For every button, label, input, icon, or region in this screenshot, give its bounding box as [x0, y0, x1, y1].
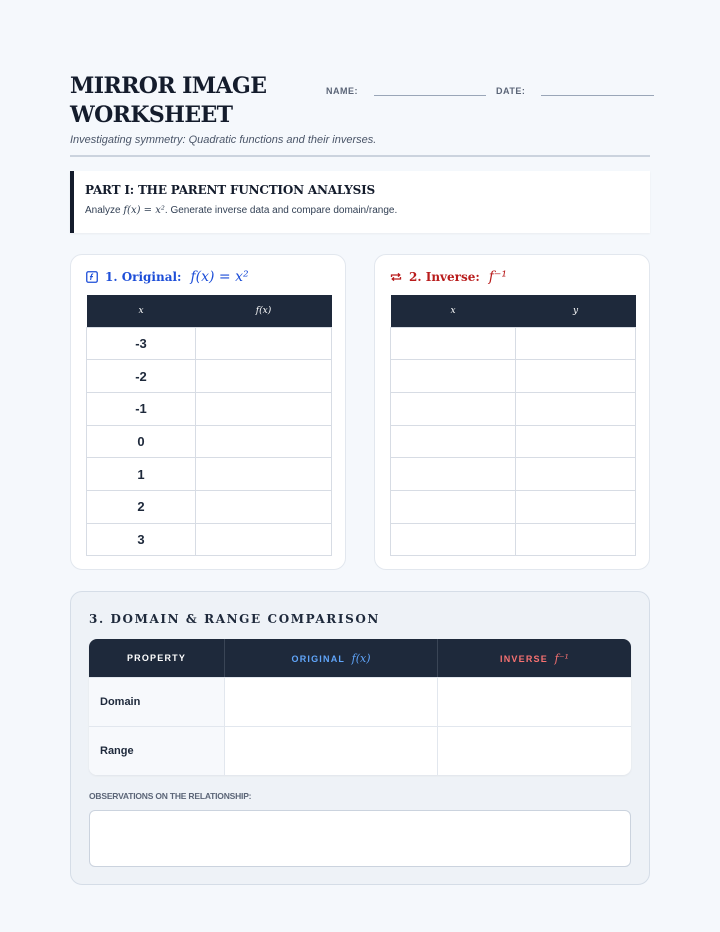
original-header-label: ORIGINAL: [291, 653, 345, 664]
y-blank[interactable]: [516, 425, 636, 458]
x-value: 1: [87, 458, 196, 491]
worksheet-subtitle: Investigating symmetry: Quadratic functions and their inverses.: [70, 134, 377, 146]
table-row: [87, 523, 332, 556]
table-row: [87, 392, 332, 425]
table-row: [89, 677, 631, 726]
worksheet-header: [70, 72, 650, 130]
property-header: [89, 639, 224, 677]
name-label: NAME:: [326, 86, 358, 96]
original-header: [224, 639, 437, 677]
original-header-fx: f(x): [196, 295, 332, 327]
x-blank[interactable]: [391, 327, 516, 360]
swap-arrows-icon: [390, 271, 402, 283]
x-value: 3: [87, 523, 196, 556]
table-row: [87, 490, 332, 523]
inverse-header: [437, 639, 631, 677]
y-blank[interactable]: [516, 392, 636, 425]
original-function-card: [70, 254, 346, 570]
fx-blank[interactable]: [196, 425, 332, 458]
comparison-table: [89, 639, 631, 775]
x-blank[interactable]: [391, 392, 516, 425]
inverse-card-math: f⁻¹: [488, 269, 507, 285]
inverse-header-label: INVERSE: [500, 653, 548, 664]
table-row: [391, 327, 636, 360]
original-card-label: 1. Original:: [105, 270, 182, 284]
table-row: [391, 392, 636, 425]
name-field: [326, 84, 486, 96]
observations-box[interactable]: [89, 810, 631, 867]
table-row: [391, 523, 636, 556]
domain-label: Domain: [89, 677, 224, 726]
instruction-suffix: . Generate inverse data and compare domain/range.: [164, 205, 398, 216]
x-blank[interactable]: [391, 490, 516, 523]
domain-range-section: [70, 591, 650, 885]
y-blank[interactable]: [516, 360, 636, 393]
table-row: [87, 360, 332, 393]
fx-blank[interactable]: [196, 458, 332, 491]
instruction-prefix: Analyze: [85, 205, 121, 216]
inverse-header-y: y: [516, 295, 636, 327]
table-row: [89, 726, 631, 775]
original-range-blank[interactable]: [224, 726, 437, 775]
fx-blank[interactable]: [196, 327, 332, 360]
fx-blank[interactable]: [196, 490, 332, 523]
original-header-x: x: [87, 295, 196, 327]
x-blank[interactable]: [391, 425, 516, 458]
original-header-math: f(x): [351, 651, 371, 665]
inverse-range-blank[interactable]: [437, 726, 631, 775]
table-row: [391, 360, 636, 393]
table-row: [87, 425, 332, 458]
date-label: DATE:: [496, 86, 526, 96]
x-value: -3: [87, 327, 196, 360]
header-divider: [70, 155, 650, 157]
y-blank[interactable]: [516, 523, 636, 556]
x-value: 2: [87, 490, 196, 523]
original-card-title: [86, 269, 249, 285]
inverse-function-card: [374, 254, 650, 570]
part-one-box: [70, 171, 650, 233]
x-value: -1: [87, 392, 196, 425]
part-one-instruction: [85, 205, 650, 216]
table-row: [87, 327, 332, 360]
x-value: 0: [87, 425, 196, 458]
function-icon: [86, 271, 98, 283]
x-blank[interactable]: [391, 523, 516, 556]
x-blank[interactable]: [391, 360, 516, 393]
inverse-card-label: 2. Inverse:: [409, 270, 480, 284]
part-one-title: PART I: THE PARENT FUNCTION ANALYSIS: [85, 183, 376, 197]
inverse-card-title: [390, 269, 507, 285]
fx-blank[interactable]: [196, 523, 332, 556]
table-row: [391, 425, 636, 458]
original-domain-blank[interactable]: [224, 677, 437, 726]
worksheet-title: MIRROR IMAGE WORKSHEET: [70, 73, 267, 128]
inverse-table: [390, 295, 636, 556]
table-row: [391, 490, 636, 523]
original-card-math: f(x) = x²: [190, 269, 249, 285]
x-blank[interactable]: [391, 458, 516, 491]
y-blank[interactable]: [516, 458, 636, 491]
fx-blank[interactable]: [196, 392, 332, 425]
table-row: [391, 458, 636, 491]
y-blank[interactable]: [516, 490, 636, 523]
property-header-label: PROPERTY: [126, 653, 187, 663]
original-table: [86, 295, 332, 556]
date-field: [496, 84, 654, 96]
fx-blank[interactable]: [196, 360, 332, 393]
range-label: Range: [89, 726, 224, 775]
x-value: -2: [87, 360, 196, 393]
name-blank[interactable]: [374, 84, 486, 96]
y-blank[interactable]: [516, 327, 636, 360]
instruction-function: f(x) = x²: [123, 205, 165, 216]
observations-label: OBSERVATIONS ON THE RELATIONSHIP:: [89, 791, 252, 801]
table-row: [87, 458, 332, 491]
inverse-header-x: x: [391, 295, 516, 327]
comparison-title: 3. DOMAIN & RANGE COMPARISON: [89, 612, 380, 626]
date-blank[interactable]: [541, 84, 654, 96]
inverse-domain-blank[interactable]: [437, 677, 631, 726]
inverse-header-math: f⁻¹: [554, 651, 569, 665]
